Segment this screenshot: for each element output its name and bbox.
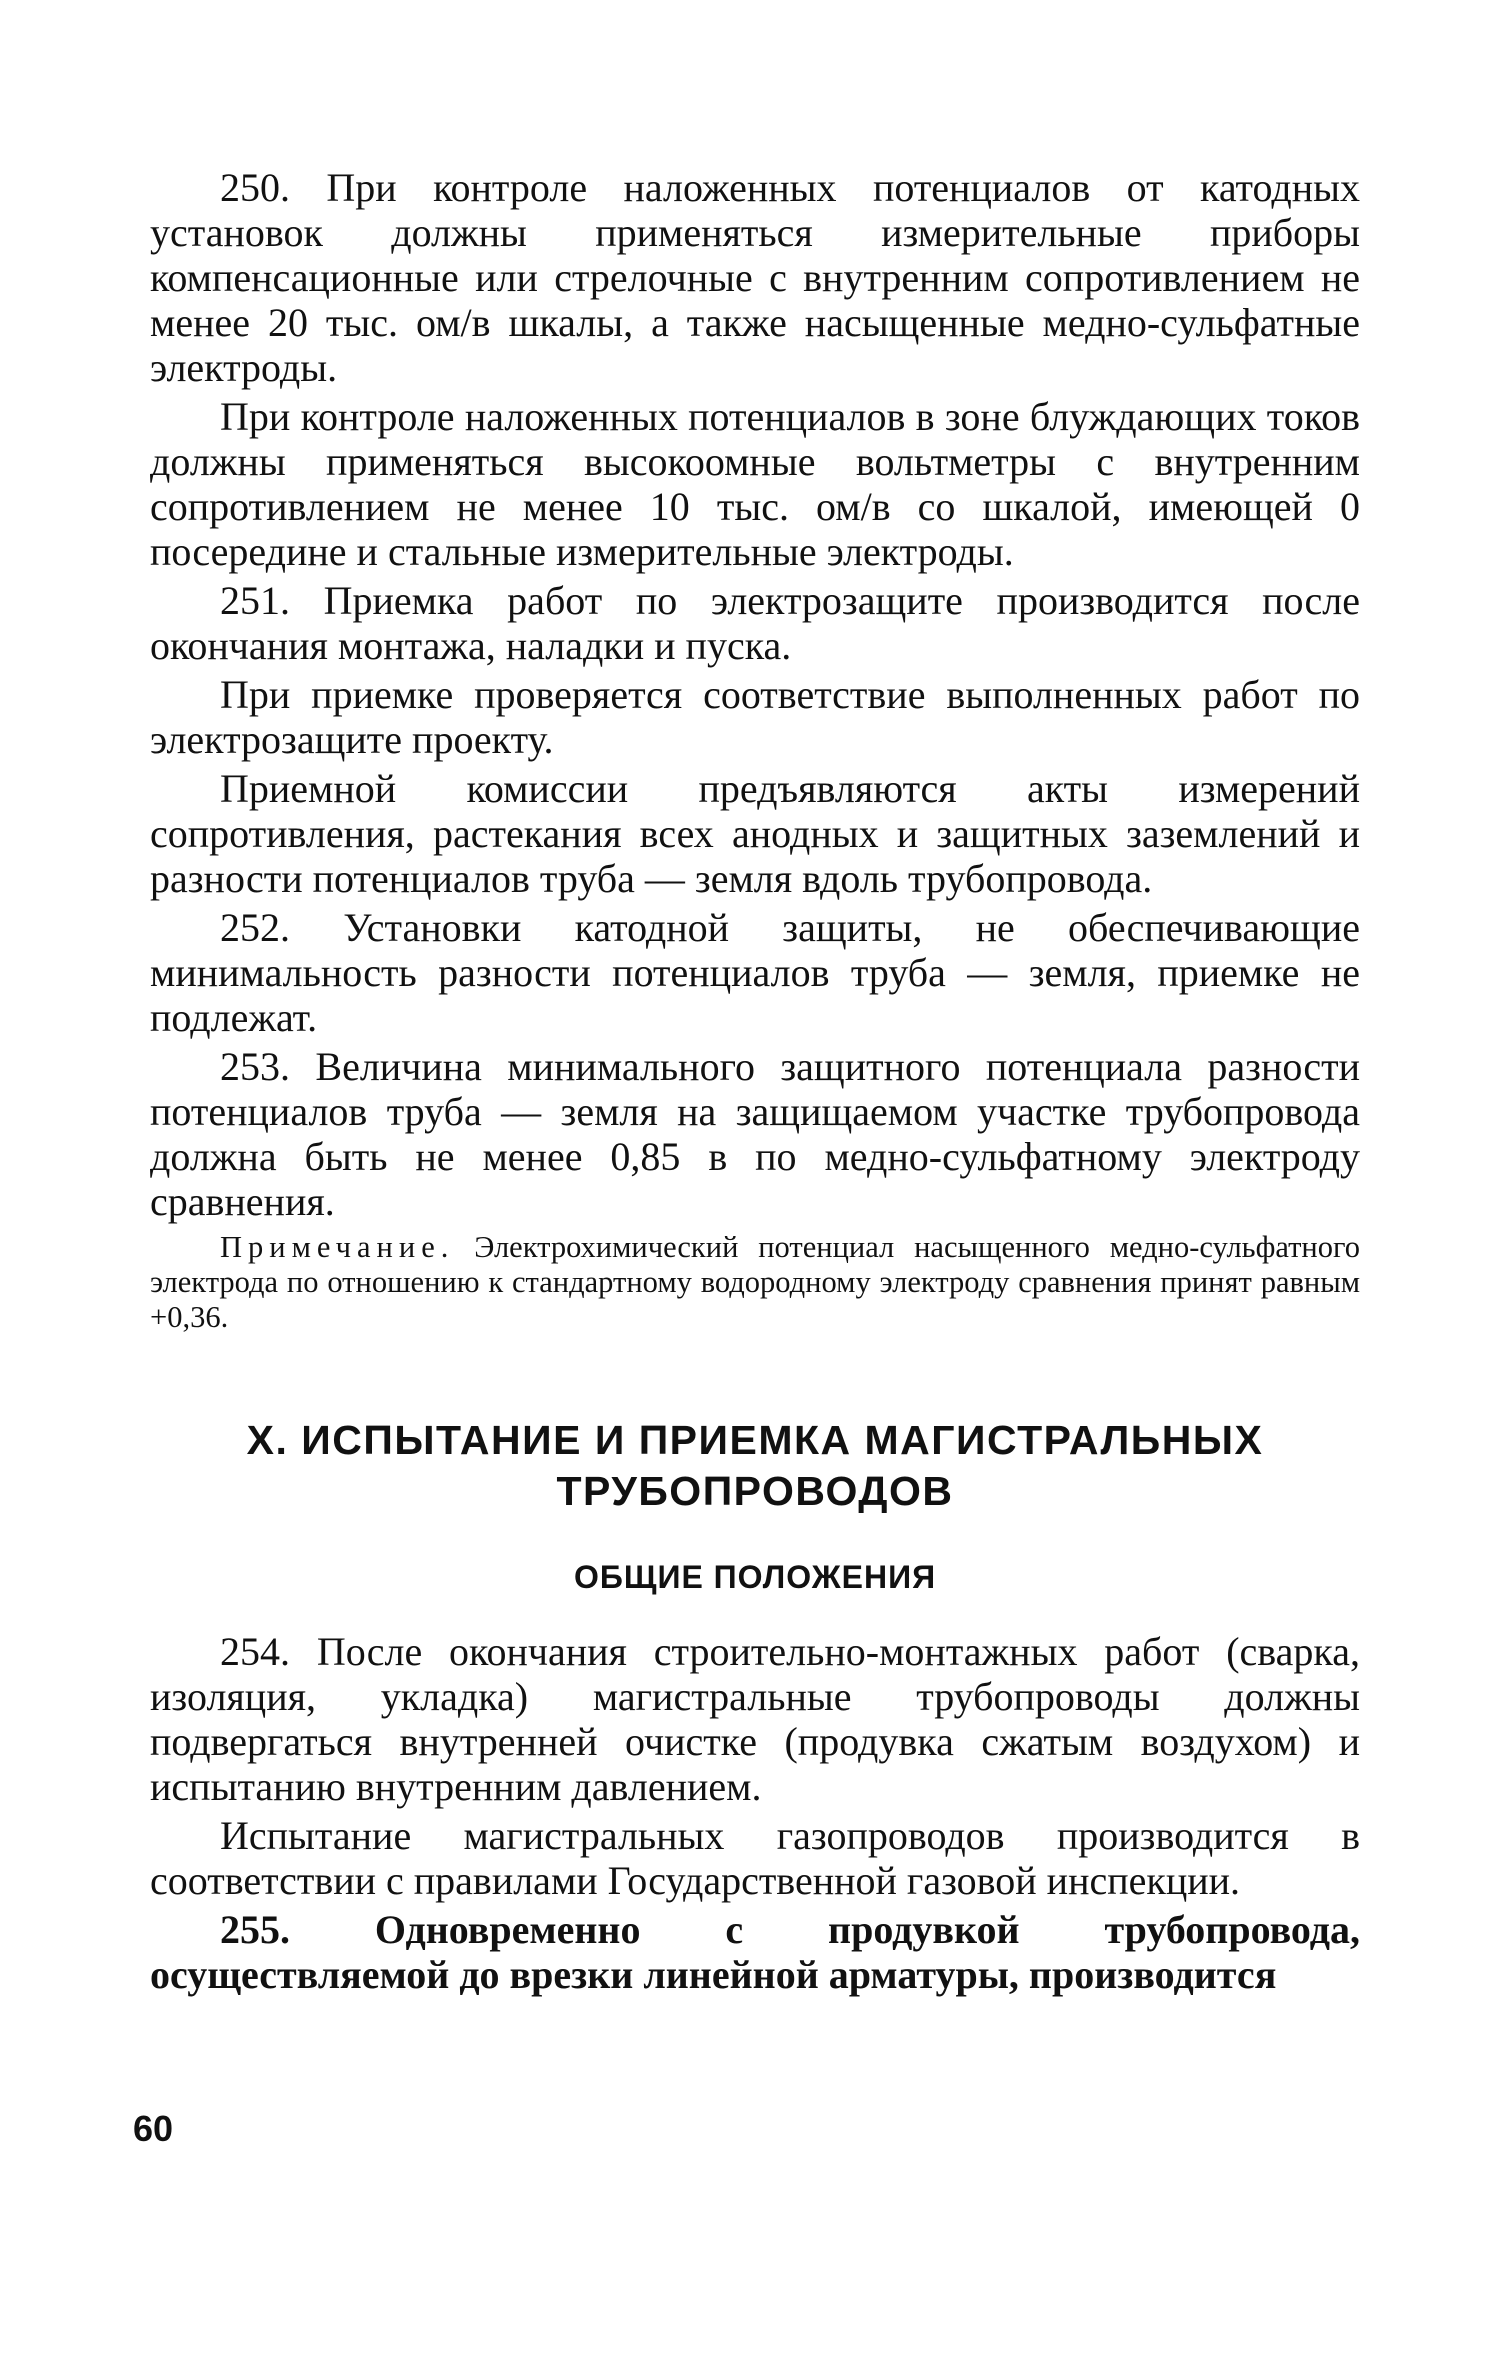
page-body: [150, 165, 1360, 2001]
note-label: Примечание.: [220, 1230, 455, 1264]
paragraph-250-stray-currents: При контроле наложенных потенциалов в зоне блуждающих токов должны применяться высокоомные вольтметры с внутренним сопротивлением не менее 10 тыс. ом/в со шкалой, имеющей 0 посередине и стальные измерительные электроды.: [150, 394, 1360, 574]
paragraph-251: 251. Приемка работ по электрозащите производится после окончания монтажа, наладки и пуска.: [150, 578, 1360, 668]
paragraph-251-inspection: При приемке проверяется соответствие выполненных работ по электрозащите проекту.: [150, 672, 1360, 762]
paragraph-255: 255. Одновременно с продувкой трубопровода, осуществляемой до врезки линейной арматуры, производится: [150, 1907, 1360, 1997]
note: [150, 1230, 1360, 1335]
paragraph-250: 250. При контроле наложенных потенциалов от катодных установок должны применяться измерительные приборы компенсационные или стрелочные с внутренним сопротивлением не менее 20 тыс. ом/в шкалы, а также насыщенные медно-сульфатные электроды.: [150, 165, 1360, 390]
paragraph-253: 253. Величина минимального защитного потенциала разности потенциалов труба — земля на защищаемом участке трубопровода должна быть не менее 0,85 в по медно-сульфатному электроду сравнения.: [150, 1044, 1360, 1224]
subsection-title: ОБЩИЕ ПОЛОЖЕНИЯ: [573, 1559, 937, 1595]
page-number: 60: [133, 2108, 174, 2149]
section-title-line1: X. ИСПЫТАНИЕ И ПРИЕМКА МАГИСТРАЛЬНЫХ: [246, 1417, 1264, 1463]
paragraph-252: 252. Установки катодной защиты, не обеспечивающие минимальность разности потенциалов труба — земля, приемке не подлежат.: [150, 905, 1360, 1040]
section-title: [150, 1415, 1360, 1517]
note-text: Электрохимический потенциал насыщенного медно-сульфатного электрода по отношению к стандартному водородному электроду сравнения принят равным +0,36.: [150, 1230, 1360, 1334]
section-title-line2: ТРУБОПРОВОДОВ: [556, 1468, 954, 1514]
paragraph-251-commission: Приемной комиссии предъявляются акты измерений сопротивления, растекания всех анодных и защитных заземлений и разности потенциалов труба — земля вдоль трубопровода.: [150, 766, 1360, 901]
paragraph-254: 254. После окончания строительно-монтажных работ (сварка, изоляция, укладка) магистральные трубопроводы должны подвергаться внутренней очистке (продувка сжатым воздухом) и испытанию внутренним давлением.: [150, 1629, 1360, 1809]
paragraph-254-gas-inspection: Испытание магистральных газопроводов производится в соответствии с правилами Государственной газовой инспекции.: [150, 1813, 1360, 1903]
